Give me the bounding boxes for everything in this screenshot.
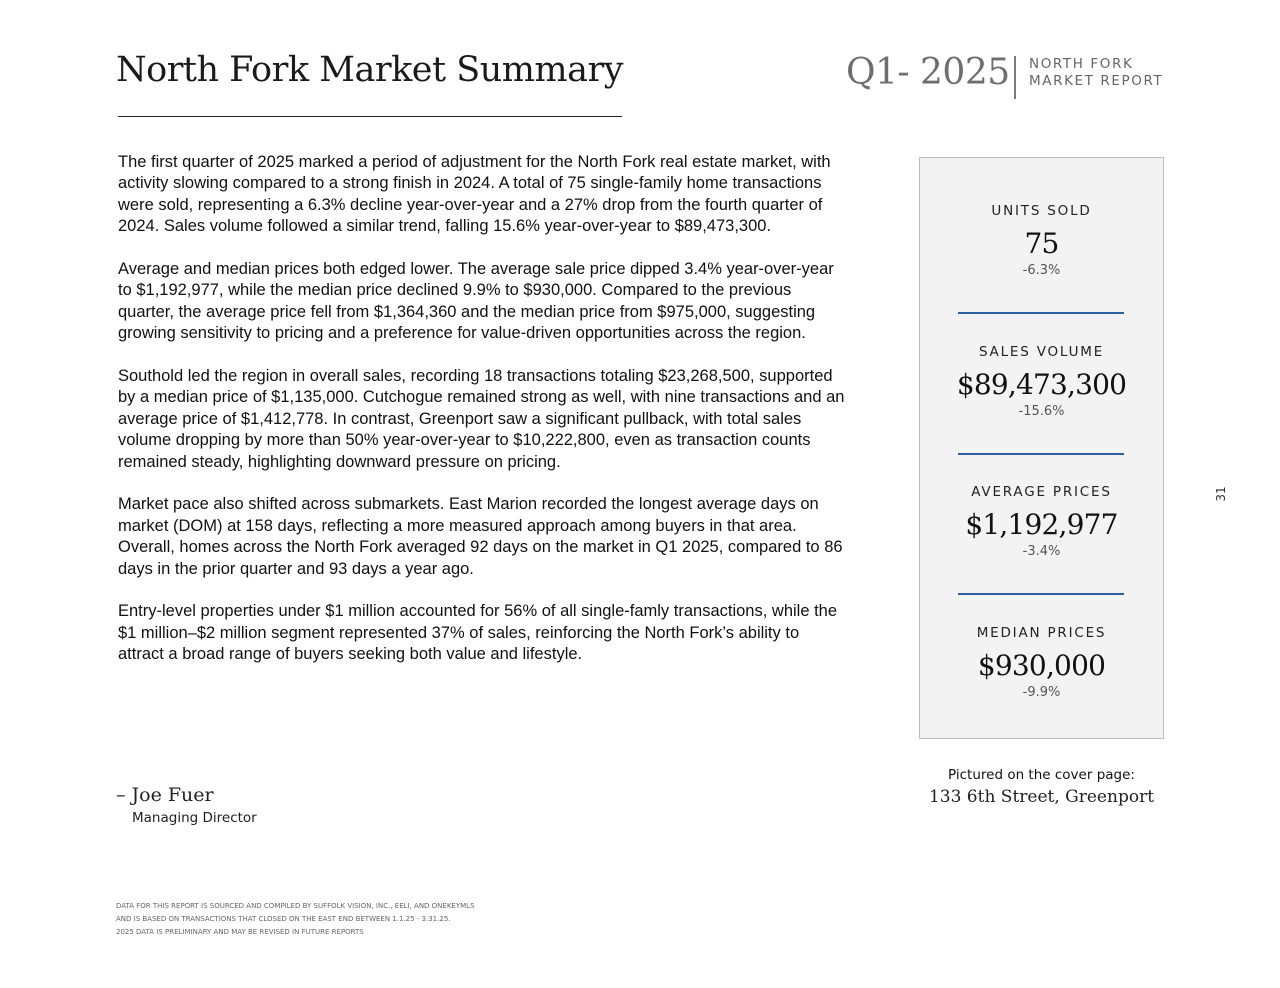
report-label-line2: MARKET REPORT	[1029, 73, 1164, 89]
footnote-line: 2025 DATA IS PRELIMINARY AND MAY BE REVISED IN FUTURE REPORTS	[116, 928, 364, 936]
summary-paragraph: Average and median prices both edged lower. The average sale price dipped 3.4% year-over-year to $1,192,977, while the median price declined 9.9% to $930,000. Compared to the previous quarter, the average price fell from $1,364,360 and the median price from $975,000, suggesting growing sensitivity to pricing and a preference for value-driven opportunities across the region.	[118, 260, 834, 343]
summary-paragraph: Entry-level properties under $1 million accounted for 56% of all single-famly transactions, while the $1 million–$2 million segment represented 37% of sales, reinforcing the North Fork’s ability to attract a broad range of buyers seeking both value and lifestyle.	[118, 602, 838, 664]
stat-label: UNITS SOLD	[991, 203, 1092, 219]
summary-paragraph: Southold led the region in overall sales, recording 18 transactions totaling $23,268,500, supported by a median price of $1,135,000. Cutchogue remained strong as well, with nine transactions and an average price of $1,412,778. In contrast, Greenport saw a significant pullback, with total sales volume dropping by more than 50% year-over-year to $10,222,800, even as transaction counts remained steady, highlighting downward pressure on pricing.	[118, 367, 845, 471]
page-title: North Fork Market Summary	[116, 50, 623, 90]
stat-units-sold	[920, 202, 1163, 280]
summary-paragraph: Market pace also shifted across submarkets. East Marion recorded the longest average days on market (DOM) at 158 days, reflecting a more measured approach among buyers in that area. Overall, homes across the North Fork averaged 92 days on the market in Q1 2025, compared to 86 days in the prior quarter and 93 days a year ago.	[118, 495, 843, 578]
stat-divider	[958, 453, 1124, 455]
stat-change: -15.6%	[1018, 404, 1065, 419]
report-label	[1029, 56, 1163, 90]
stat-median-prices	[920, 624, 1163, 702]
cover-address: 133 6th Street, Greenport	[928, 787, 1155, 807]
header-divider	[1014, 56, 1016, 99]
stat-label: MEDIAN PRICES	[976, 625, 1107, 641]
stat-sales-volume	[920, 343, 1163, 421]
signature-name: – Joe Fuer	[116, 784, 214, 806]
footnote-line: DATA FOR THIS REPORT IS SOURCED AND COMPILED BY SUFFOLK VISION, INC., EELI, AND ONEKEYMLS	[116, 902, 475, 910]
stat-value: $1,192,977	[965, 508, 1118, 541]
stat-divider	[958, 593, 1124, 595]
title-underline	[118, 116, 622, 117]
stat-divider	[958, 312, 1124, 314]
stat-label: AVERAGE PRICES	[971, 484, 1112, 500]
summary-body	[118, 152, 848, 687]
cover-caption-label: Pictured on the cover page:	[948, 767, 1135, 783]
stat-change: -3.4%	[1022, 544, 1061, 559]
data-source-footnote	[116, 900, 475, 939]
signature-title: Managing Director	[132, 810, 257, 826]
key-stats-panel	[919, 157, 1164, 739]
footnote-line: AND IS BASED ON TRANSACTIONS THAT CLOSED ON THE EAST END BETWEEN 1.1.25 - 3.31.25.	[116, 915, 451, 923]
report-label-line1: NORTH FORK	[1029, 56, 1134, 72]
stat-value: $930,000	[977, 649, 1106, 682]
stat-change: -9.9%	[1022, 685, 1061, 700]
stat-value: $89,473,300	[956, 368, 1127, 401]
stat-value: 75	[1024, 227, 1059, 260]
page-number: 31	[1214, 486, 1228, 502]
summary-paragraph: The first quarter of 2025 marked a period of adjustment for the North Fork real estate market, with activity slowing compared to a strong finish in 2024. A total of 75 single-family home transactions were sold, representing a 6.3% decline year-over-year and a 27% drop from the fourth quarter of 2024. Sales volume followed a similar trend, falling 15.6% year-over-year to $89,473,300.	[118, 153, 831, 236]
stat-average-prices	[920, 483, 1163, 561]
stat-label: SALES VOLUME	[978, 344, 1105, 360]
quarter-label: Q1- 2025	[846, 52, 1010, 93]
stat-change: -6.3%	[1022, 263, 1061, 278]
